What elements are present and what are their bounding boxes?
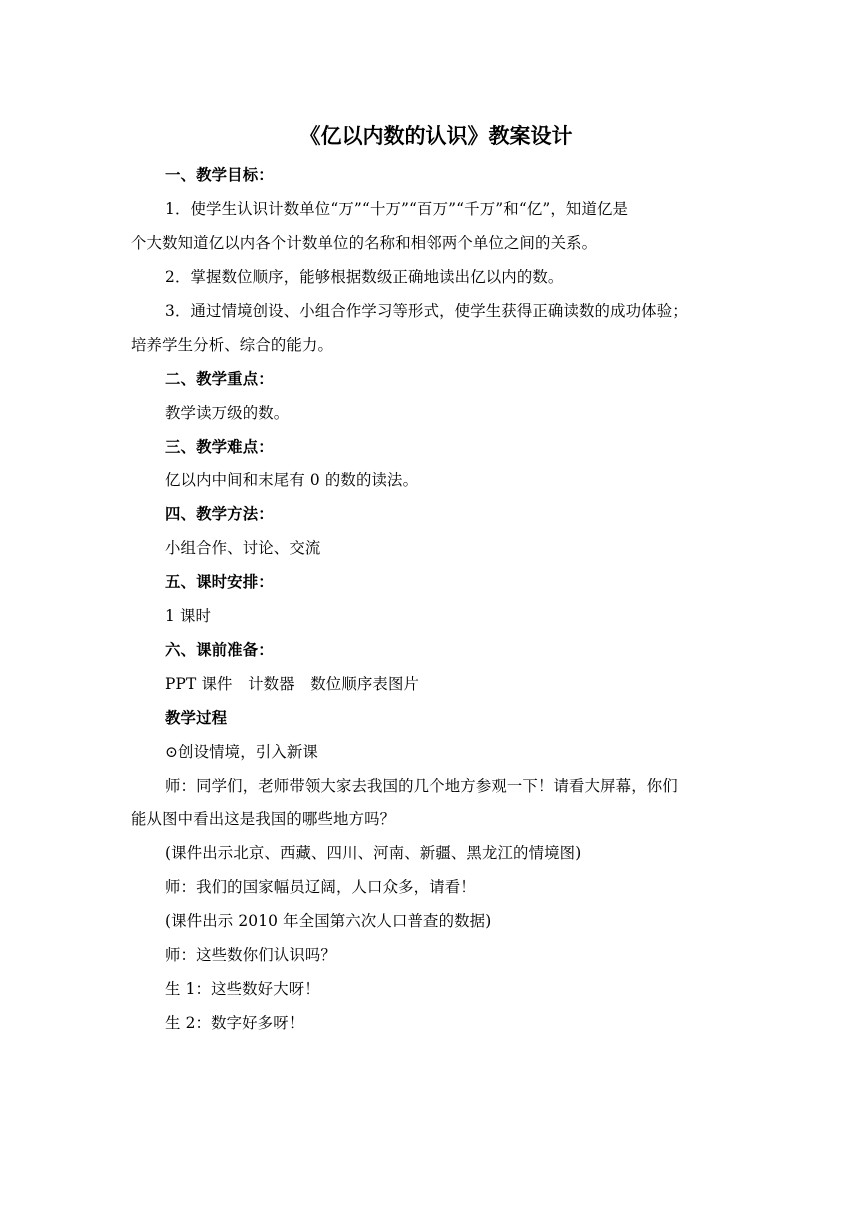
objective-1-line-2: 个大数知道亿以内各个计数单位的名称和相邻两个单位之间的关系。 <box>131 234 598 252</box>
heading-key-points: 二、教学重点： <box>165 370 274 388</box>
heading-objectives: 一、教学目标： <box>165 166 274 184</box>
preparation-text: PPT 课件 计数器 数位顺序表图片 <box>165 675 420 693</box>
key-points-text: 教学读万级的数。 <box>165 404 290 422</box>
student-1-line: 生 1：这些数好大呀！ <box>165 980 320 998</box>
methods-text: 小组合作、讨论、交流 <box>165 539 321 557</box>
courseware-note-1: (课件出示北京、西藏、四川、河南、新疆、黑龙江的情境图) <box>165 844 582 862</box>
objective-3-line-1: 3．通过情境创设、小组合作学习等形式，使学生获得正确读数的成功体验； <box>165 302 688 320</box>
document-page <box>131 0 741 1216</box>
objective-3-line-2: 培养学生分析、综合的能力。 <box>131 336 334 354</box>
teacher-line-3: 师：这些数你们认识吗？ <box>165 946 336 964</box>
heading-difficulties: 三、教学难点： <box>165 438 274 456</box>
heading-process: 教学过程 <box>165 709 228 727</box>
difficulties-text: 亿以内中间和末尾有 0 的数的读法。 <box>165 471 419 489</box>
teacher-line-1: 师：同学们，老师带领大家去我国的几个地方参观一下！请看大屏幕，你们 <box>165 777 678 795</box>
document-title: 《亿以内数的认识》教案设计 <box>299 123 573 148</box>
objective-1-line-1: 1．使学生认识计数单位“万”“十万”“百万”“千万”和“亿”，知道亿是 <box>165 200 629 218</box>
courseware-note-2: (课件出示 2010 年全国第六次人口普查的数据) <box>165 912 492 930</box>
student-2-line: 生 2：数字好多呀！ <box>165 1014 305 1032</box>
teacher-line-2: 师：我们的国家幅员辽阔，人口众多，请看！ <box>165 878 476 896</box>
heading-methods: 四、教学方法： <box>165 505 274 523</box>
objective-2: 2．掌握数位顺序，能够根据数级正确地读出亿以内的数。 <box>165 268 564 286</box>
process-step-1: ⊙创设情境，引入新课 <box>165 743 318 761</box>
heading-preparation: 六、课前准备： <box>165 641 274 659</box>
heading-schedule: 五、课时安排： <box>165 573 274 591</box>
schedule-text: 1 课时 <box>165 607 212 625</box>
teacher-line-1-cont: 能从图中看出这是我国的哪些地方吗？ <box>131 810 396 828</box>
